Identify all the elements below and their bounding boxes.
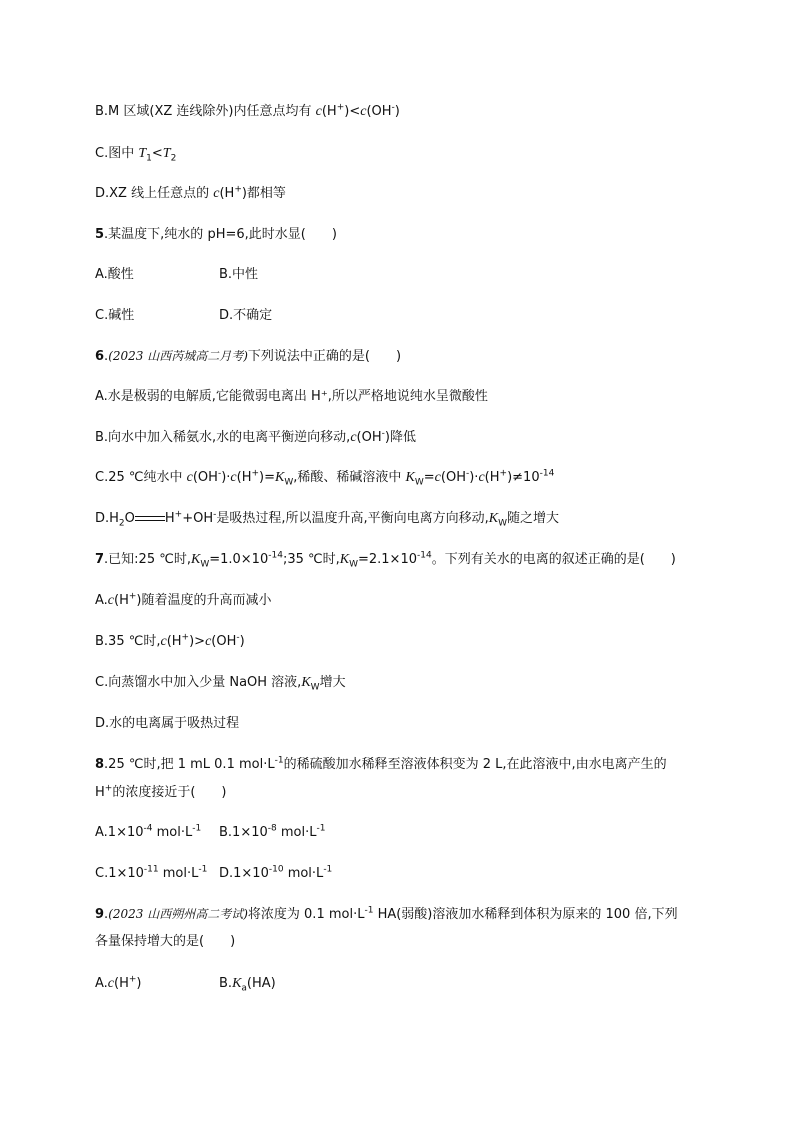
question-source: (2023 山西朔州高二考试) (108, 907, 248, 921)
q5-stem-text: .某温度下,纯水的 pH=6,此时水显( ) (104, 227, 337, 242)
q9-option-a: A.c(H+) (95, 974, 142, 991)
q9-stem-line2: 各量保持增大的是( ) (95, 934, 236, 949)
q7-option-c: C.向蒸馏水中加入少量 NaOH 溶液$,K_W$增大 (95, 675, 346, 693)
q8-stem-line2: H+的浓度接近于( ) (95, 783, 227, 800)
q8-option-d: $D.1\times 10^{-10}$ $mol\cdot L^{-1}$ (219, 864, 333, 881)
equilibrium-arrow-icon (135, 514, 165, 524)
question-number: 5 (95, 227, 105, 242)
q8-stem-line1: 8.25 ℃时,把 1 mL 0.1 $mol\cdot L^{-1}$的稀硫酸加水稀释至溶液体积变为 2 L,在此溶液中,由水电离产生的 (95, 755, 667, 772)
question-number: 8 (95, 757, 105, 772)
q5-option-c: C.碱性 (95, 308, 135, 323)
q9-stem-line1: 9.(2023 山西朔州高二考试)将浓度为 0.1 $mol\cdot L^{-1}$ HA(弱酸)溶液加水稀释到体积为原来的 100 倍,下列 (95, 905, 678, 922)
q6-option-b: B.向水中加入稀氨水,水的电离平衡逆向移动,c(OH-)降低 (95, 428, 416, 445)
q7-option-d: D.水的电离属于吸热过程 (95, 716, 240, 731)
q6-stem-text: 下列说法中正确的是( ) (247, 349, 402, 364)
question-number: 6 (95, 349, 105, 364)
q7-option-a: A.c(H+)随着温度的升高而减小 (95, 591, 272, 608)
q5-stem (95, 226, 337, 244)
q8-option-b: $B.1\times 10^{-8}$ $mol\cdot L^{-1}$ (219, 823, 326, 840)
q4-option-c: C.图中 $T_1<T_2$ (95, 146, 177, 164)
q6-option-a: A.水是极弱的电解质,它能微弱电离出 H⁺,所以严格地说纯水呈微酸性 (95, 389, 488, 404)
question-source: (2023 山西芮城高二月考) (108, 349, 248, 363)
q4-option-d: D.XZ 线上任意点的 c(H+)都相等 (95, 184, 286, 201)
q8-option-a: $A.1\times 10^{-4}$ $mol\cdot L^{-1}$ (95, 823, 202, 840)
q9-option-b: $B.K_a(HA)$ (219, 976, 276, 994)
q7-option-b: B.35 ℃时,c(H+)>c(OH-) (95, 632, 245, 649)
q8-option-c: $C.1\times 10^{-11}$ $mol\cdot L^{-1}$ (95, 864, 208, 881)
q5-option-b: B.中性 (219, 267, 259, 282)
q6-stem: 6.(2023 山西芮城高二月考)下列说法中正确的是( ) (95, 349, 402, 364)
q5-option-a: A.酸性 (95, 267, 134, 282)
q5-option-d: D.不确定 (219, 308, 273, 323)
question-number: 7 (95, 552, 105, 567)
q6-option-c: C.25 ℃纯水中 $c(OH^-)\cdot c(H^+)=K_W$,稀酸、稀碱溶液中 $K_W=c(OH^-)\cdot c(H^+)\ne 10^{-14}$ (95, 468, 555, 488)
q7-stem: 7.已知:25 ℃时$,K_W=1.0\times 10^{-14};35$ ℃时$,K_W=2.1\times 10^{-14}$。下列有关水的电离的叙述正确的是( ) (95, 550, 676, 570)
q6-option-d: $D.H_2O$ H++OH-是吸热过程,所以温度升高,平衡向电离方向移动$,K_W$随之增大 (95, 509, 560, 529)
question-number: 9 (95, 907, 105, 922)
q4-option-b: B.M 区域(XZ 连线除外)内任意点均有 c(H+)<c(OH-) (95, 102, 400, 119)
